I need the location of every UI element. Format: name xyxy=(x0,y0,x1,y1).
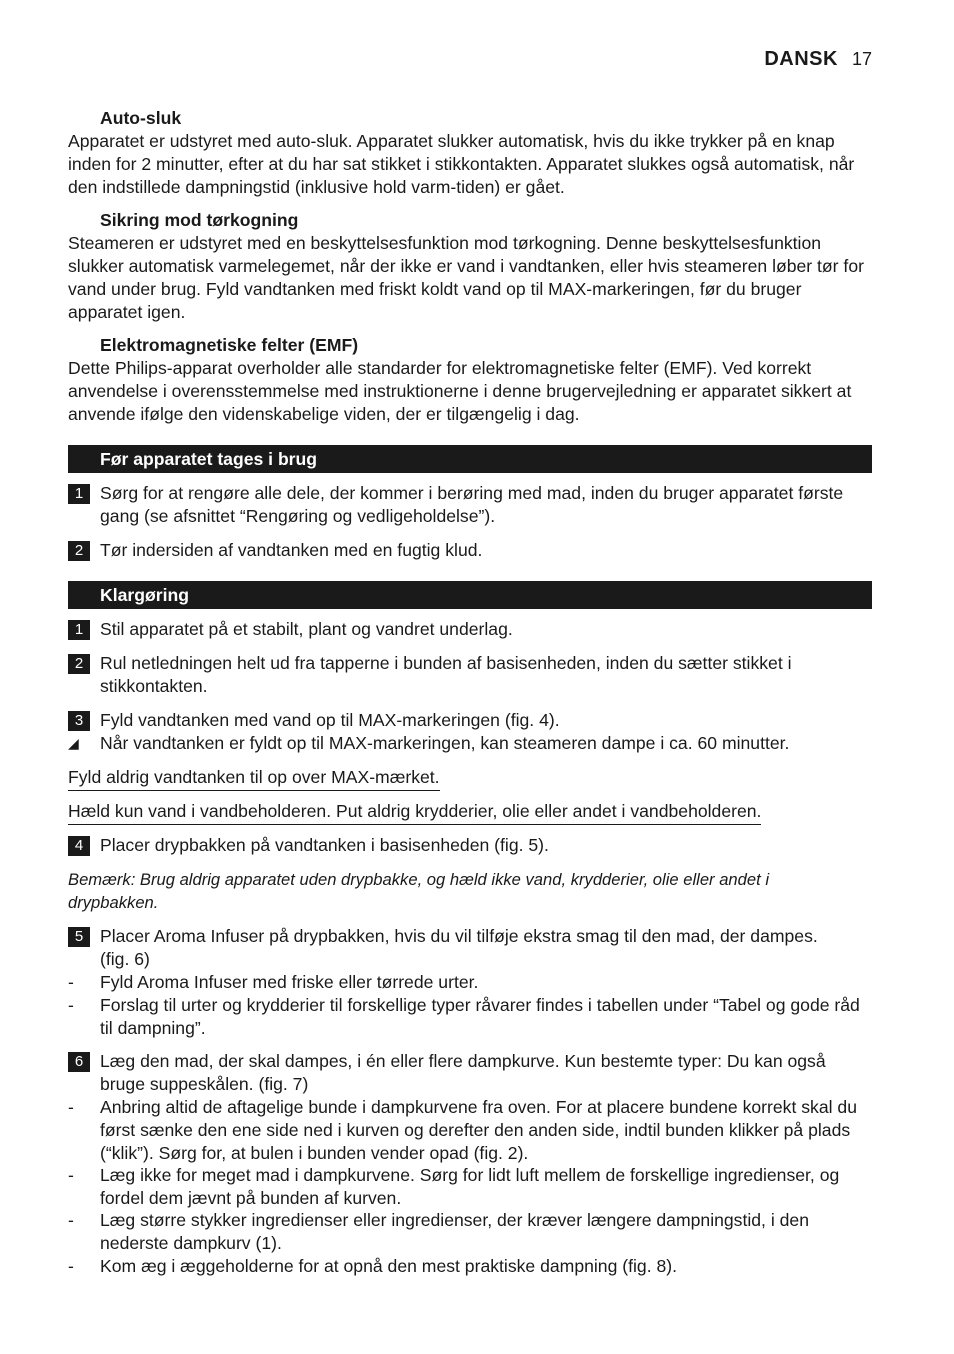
section-emf xyxy=(68,334,874,426)
dash-bullet-icon: - xyxy=(68,1097,74,1117)
list-item-text: Læg større stykker ingredienser eller ingredienser, der kræver længere dampningstid, i den nederste dampkurv (1). xyxy=(100,1210,809,1253)
section-heading-preparation xyxy=(68,581,872,609)
step-item xyxy=(68,482,868,528)
step-item xyxy=(68,1050,868,1096)
result-item xyxy=(68,732,868,755)
step-item xyxy=(68,652,868,698)
step-number: 6 xyxy=(68,1052,90,1072)
step-item xyxy=(68,925,868,971)
dash-bullet-icon: - xyxy=(68,972,74,992)
step-text: Læg den mad, der skal dampes, i én eller flere dampkurve. Kun bestemte typer: Du kan også bruge suppeskålen. (fig. 7) xyxy=(100,1051,826,1094)
step-text: Tør indersiden af vandtanken med en fugtig klud. xyxy=(100,540,483,560)
dash-bullet-icon: - xyxy=(68,1210,74,1230)
dash-bullet-icon: - xyxy=(68,995,74,1015)
list-item-text: Læg ikke for meget mad i dampkurvene. Sørg for lidt luft mellem de forskellige ingredienser, og fordel dem jævnt på bunden af kurven. xyxy=(100,1165,840,1208)
step-item xyxy=(68,539,868,562)
section-sikring xyxy=(68,209,874,324)
triangle-bullet-icon: ◢ xyxy=(68,735,79,751)
step-number: 2 xyxy=(68,654,90,674)
list-item xyxy=(68,1164,868,1210)
section-body: Apparatet er udstyret med auto-sluk. Apparatet slukker automatisk, hvis du ikke trykker på en knap inden for 2 minutter, efter at du har sat stikket i stikkontakten. Apparatet slukkes også automatisk, når den indstillede dampningstid (inklusive hold varm-tiden) er gået. xyxy=(68,131,855,197)
step-item xyxy=(68,834,868,857)
step-text: Stil apparatet på et stabilt, plant og vandret underlag. xyxy=(100,619,513,639)
section-title: Elektromagnetiske felter (EMF) xyxy=(100,335,359,355)
section-title: Auto-sluk xyxy=(100,108,182,128)
section-body: Dette Philips-apparat overholder alle standarder for elektromagnetiske felter (EMF). Ved korrekt anvendelse i overensstemmelse med instruktionerne i denne brugervejledning er apparatet sikkert at anvende ifølge den videnskabelige viden, der er tilgængelig i dag. xyxy=(68,358,852,424)
step-text: Rul netledningen helt ud fra tapperne i bunden af basisenheden, inden du sætter stikket i stikkontakten. xyxy=(100,653,792,696)
dash-bullet-icon: - xyxy=(68,1256,74,1276)
section-title: Sikring mod tørkogning xyxy=(100,210,299,230)
section-heading-before-use xyxy=(68,445,872,473)
warning-text: Fyld aldrig vandtanken til op over MAX-mærket. xyxy=(68,766,440,791)
step-number: 3 xyxy=(68,711,90,731)
step-text: Placer Aroma Infuser på drypbakken, hvis du vil tilføje ekstra smag til den mad, der dampes. (fig. 6) xyxy=(100,926,818,969)
warning-text: Hæld kun vand i vandbeholderen. Put aldrig krydderier, olie eller andet i vandbeholderen. xyxy=(68,800,761,825)
list-item xyxy=(68,994,868,1040)
step-text: Fyld vandtanken med vand op til MAX-markeringen (fig. 4). xyxy=(100,710,560,730)
section-body: Steameren er udstyret med en beskyttelsesfunktion mod tørkogning. Denne beskyttelsesfunktion slukker automatisk varmelegemet, når der ikke er vand i vandtanken, eller hvis steameren løber tør for vand under brug. Fyld vandtanken med friskt koldt vand op til MAX-markeringen, før du bruger apparatet igen. xyxy=(68,233,864,322)
page-number: 17 xyxy=(851,49,872,69)
list-item-text: Anbring altid de aftagelige bunde i dampkurvene fra oven. For at placere bundene korrekt skal du først sænke den ene side ned i kurven og derefter den anden side, indtil bunden klikker på plads (“klik”). Sørg for, at bulen i bunden vender opad (fig. 2). xyxy=(100,1097,858,1163)
step-text: Placer drypbakken på vandtanken i basisenheden (fig. 5). xyxy=(100,835,549,855)
note-text: Bemærk: Brug aldrig apparatet uden drypbakke, og hæld ikke vand, krydderier, olie eller andet i drypbakken. xyxy=(68,870,770,912)
step-number: 5 xyxy=(68,927,90,947)
heading-label: Klargøring xyxy=(100,585,189,605)
step-number: 4 xyxy=(68,836,90,856)
step-number: 1 xyxy=(68,484,90,504)
list-item xyxy=(68,1255,868,1278)
dash-bullet-icon: - xyxy=(68,1165,74,1185)
result-text: Når vandtanken er fyldt op til MAX-markeringen, kan steameren dampe i ca. 60 minutter. xyxy=(100,733,790,753)
step-number: 2 xyxy=(68,541,90,561)
list-item xyxy=(68,971,868,994)
step-item xyxy=(68,618,868,641)
list-item xyxy=(68,1209,868,1255)
list-item xyxy=(68,1096,868,1165)
heading-label: Før apparatet tages i brug xyxy=(100,449,318,469)
section-auto-sluk xyxy=(68,107,874,199)
step-number: 1 xyxy=(68,620,90,640)
step-item xyxy=(68,709,868,732)
language-label: DANSK xyxy=(764,48,838,70)
list-item-text: Kom æg i æggeholderne for at opnå den mest praktiske dampning (fig. 8). xyxy=(100,1256,678,1276)
list-item-text: Forslag til urter og krydderier til forskellige typer råvarer findes i tabellen under “Tabel og gode råd til dampning”. xyxy=(100,995,860,1038)
list-item-text: Fyld Aroma Infuser med friske eller tørrede urter. xyxy=(100,972,479,992)
page-header xyxy=(764,48,872,71)
step-text: Sørg for at rengøre alle dele, der kommer i berøring med mad, inden du bruger apparatet første gang (se afsnittet “Rengøring og vedligeholdelse”). xyxy=(100,483,844,526)
